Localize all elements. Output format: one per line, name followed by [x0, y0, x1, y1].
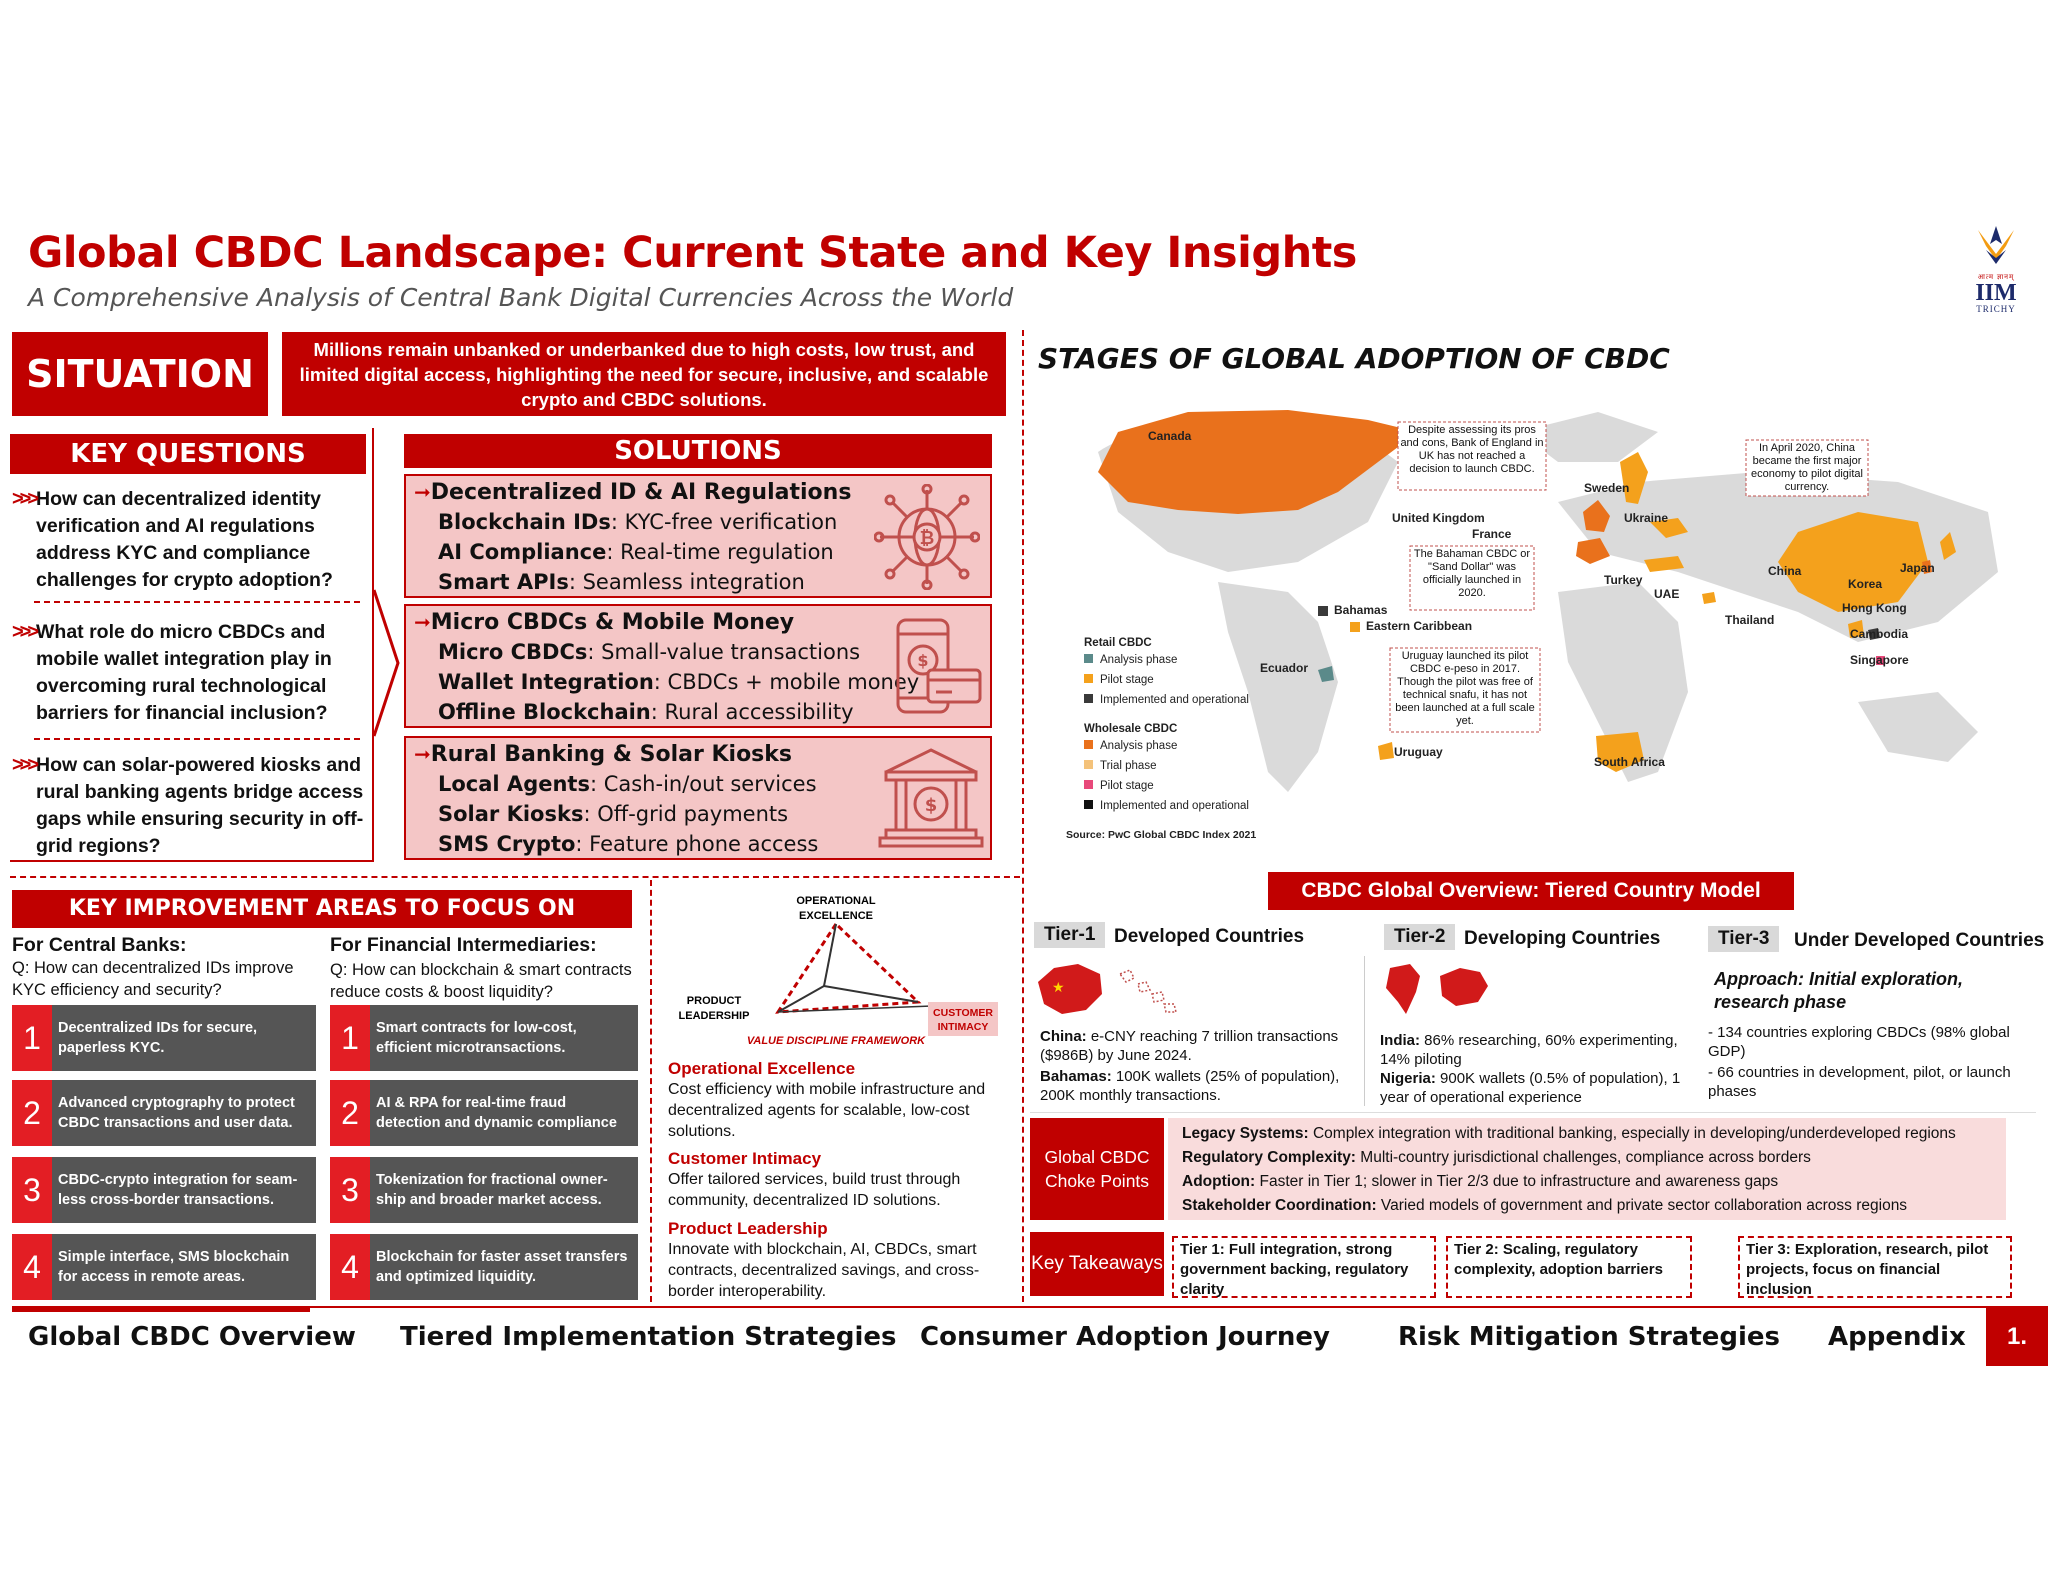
solution-term: Local Agents	[438, 772, 590, 796]
mobile-wallet-icon	[886, 614, 986, 720]
central-bank-item-3	[12, 1157, 316, 1223]
solution-desc: : Feature phone access	[575, 832, 819, 856]
legend-item: Implemented and operational	[1100, 694, 1249, 706]
item-text: Decentralized IDs for secure, paperless KYC.	[52, 1005, 316, 1071]
country-stat: 86% researching, 60% experimenting, 14% piloting	[1380, 1032, 1678, 1068]
tier-1-tag: Tier-1	[1034, 922, 1105, 948]
page-title: Global CBDC Landscape: Current State and Key Insights	[28, 228, 1357, 278]
tier-3-tag: Tier-3	[1708, 926, 1779, 952]
label-korea: Korea	[1848, 577, 1883, 591]
legend-swatch	[1084, 800, 1093, 809]
legend-swatch	[1084, 760, 1093, 769]
choke-point-item	[1182, 1122, 1992, 1146]
vd-heading-3: Product Leadership	[668, 1219, 828, 1238]
svg-text:★: ★	[1052, 980, 1065, 996]
label-canada: Canada	[1148, 429, 1192, 443]
chevron-right-icon: >>>	[12, 621, 36, 643]
tier-3-approach: Approach: Initial exploration, research phase	[1714, 969, 1964, 1012]
central-bank-item-4	[12, 1234, 316, 1300]
svg-text:$: $	[917, 651, 929, 670]
key-question-3	[12, 752, 364, 860]
solution-group-3	[404, 736, 992, 860]
solution-term: Micro CBDCs	[438, 640, 588, 664]
country-stat: e-CNY reaching 7 trillion transactions ($986B) by June 2024.	[1040, 1028, 1339, 1064]
uae-region	[1702, 592, 1716, 604]
country-name: India:	[1380, 1032, 1420, 1049]
takeaway-tier-2: Tier 2: Scaling, regulatory complexity, adoption barriers	[1446, 1236, 1692, 1298]
label-ecuador: Ecuador	[1260, 661, 1309, 675]
vertex-left-label-2: LEADERSHIP	[678, 1010, 750, 1022]
key-questions-label: KEY QUESTIONS	[10, 434, 366, 474]
nav-global-cbdc-overview[interactable]: Global CBDC Overview	[28, 1322, 356, 1352]
key-question-2	[12, 619, 364, 727]
takeaway-tier-3: Tier 3: Exploration, research, pilot projects, focus on financial inclusion	[1738, 1236, 2012, 1298]
column-divider	[1022, 330, 1024, 1302]
situation-text: Millions remain unbanked or underbanked due to high costs, low trust, and limited digital access, highlighting the need for secure, inclusive, and scalable crypto and CBDC solutions.	[282, 332, 1006, 416]
nav-tiered-implementation[interactable]: Tiered Implementation Strategies	[400, 1322, 897, 1352]
choke-points-label: Global CBDC Choke Points	[1030, 1118, 1164, 1220]
legend-swatch	[1084, 740, 1093, 749]
divider	[34, 601, 360, 603]
legend-item: Trial phase	[1100, 760, 1157, 772]
tier-3-point-1: - 134 countries exploring CBDCs (98% global GDP)	[1708, 1024, 2010, 1060]
value-discipline-diagram	[662, 890, 1012, 1050]
legend-swatch	[1084, 674, 1093, 683]
item-number: 3	[12, 1157, 52, 1223]
vd-body-3: Innovate with blockchain, AI, CBDCs, smart contracts, decentralized savings, and cross-border interoperability.	[668, 1241, 980, 1300]
arrow-right-icon: ➞	[414, 480, 431, 504]
solution-desc: : Real-time regulation	[606, 540, 834, 564]
central-bank-item-1	[12, 1005, 316, 1071]
world-adoption-map	[1038, 392, 2028, 852]
legend-item: Pilot stage	[1100, 780, 1154, 792]
solution-term: Offline Blockchain	[438, 700, 651, 724]
country-stat: 900K wallets (0.5% of population), 1 year of operational experience	[1380, 1070, 1681, 1106]
tier-1-china	[1040, 1027, 1352, 1065]
central-banks-question: Q: How can decentralized IDs improve KYC efficiency and security?	[12, 959, 294, 999]
label-eastern-caribbean: Eastern Caribbean	[1366, 619, 1473, 633]
map-title: STAGES OF GLOBAL ADOPTION OF CBDC	[1038, 342, 1670, 375]
intermediary-item-4	[330, 1234, 638, 1300]
label-uk: United Kingdom	[1392, 511, 1485, 525]
key-question-1	[12, 486, 364, 594]
bank-building-icon	[876, 746, 986, 852]
solution-desc: : KYC-free verification	[610, 510, 838, 534]
choke-point-item	[1182, 1194, 1992, 1218]
takeaway-tier-1: Tier 1: Full integration, strong government backing, regulatory clarity	[1172, 1236, 1436, 1298]
intermediaries-question: Q: How can blockchain & smart contracts reduce costs & boost liquidity?	[330, 961, 632, 1001]
item-number: 4	[330, 1234, 370, 1300]
central-banks-heading: For Central Banks:	[12, 934, 187, 956]
label-thailand: Thailand	[1725, 613, 1775, 627]
solution-group-1	[404, 474, 992, 598]
svg-text:$: $	[924, 795, 938, 816]
item-text: Tokenization for fractional owner-ship and broader market access.	[370, 1157, 638, 1223]
intermediary-item-3	[330, 1157, 638, 1223]
callout-uk: Despite assessing its pros and cons, Bank of England in UK has not reached a decision to launch CBDC.	[1400, 424, 1544, 475]
choke-point-term: Regulatory Complexity:	[1182, 1149, 1356, 1166]
choke-point-item	[1182, 1146, 1992, 1170]
globe-bitcoin-network-icon	[874, 484, 980, 590]
active-nav-indicator	[12, 1306, 310, 1312]
intermediaries-heading: For Financial Intermediaries:	[330, 934, 597, 956]
tier-model-label: CBDC Global Overview: Tiered Country Model	[1268, 872, 1794, 910]
solution-term: Solar Kiosks	[438, 802, 584, 826]
legend-swatch	[1084, 654, 1093, 663]
label-south-africa: South Africa	[1594, 755, 1665, 769]
country-name: Bahamas:	[1040, 1068, 1112, 1085]
choke-point-desc: Varied models of government and private sector collaboration across regions	[1376, 1197, 1908, 1214]
arrow-right-icon: ➞	[414, 610, 431, 634]
nav-consumer-adoption[interactable]: Consumer Adoption Journey	[920, 1322, 1330, 1352]
improvement-label: KEY IMPROVEMENT AREAS TO FOCUS ON	[12, 890, 632, 928]
legend-item: Analysis phase	[1100, 654, 1178, 666]
callout-uruguay: Uruguay launched its pilot CBDC e-peso in 2017. Though the pilot was free of technical snafu, it has not been launched at a full scale yet.	[1395, 650, 1535, 727]
svg-text:₿: ₿	[919, 528, 935, 549]
solutions-label: SOLUTIONS	[404, 434, 992, 468]
solution-term: Wallet Integration	[438, 670, 654, 694]
situation-label: SITUATION	[12, 332, 268, 416]
tier-3-name: Under Developed Countries	[1794, 930, 2045, 951]
tier-1-bahamas	[1040, 1067, 1352, 1105]
item-number: 2	[330, 1080, 370, 1146]
choke-point-term: Legacy Systems:	[1182, 1125, 1309, 1142]
item-text: Blockchain for faster asset transfers and optimized liquidity.	[370, 1234, 638, 1300]
label-turkey: Turkey	[1604, 573, 1643, 587]
label-ukraine: Ukraine	[1624, 511, 1669, 525]
tier-2-name: Developing Countries	[1464, 928, 1661, 949]
solution-desc: : Rural accessibility	[650, 700, 854, 724]
section-divider	[1030, 1112, 2036, 1113]
solution-term: AI Compliance	[438, 540, 607, 564]
tier-2-tag: Tier-2	[1384, 924, 1455, 950]
legend-swatch	[1084, 780, 1093, 789]
solution-desc: : Seamless integration	[568, 570, 805, 594]
label-china: China	[1768, 564, 1802, 578]
intermediary-item-1	[330, 1005, 638, 1071]
china-bahamas-map-icon	[1034, 960, 1184, 1022]
item-text: Advanced cryptography to protect CBDC transactions and user data.	[52, 1080, 316, 1146]
bracket-arrow-icon	[372, 588, 406, 738]
chevron-right-icon: >>>	[12, 488, 36, 510]
solution-desc: : CBDCs + mobile money	[653, 670, 920, 694]
vd-body-1: Cost efficiency with mobile infrastructure and decentralized agents for scalable, low-cost solutions.	[668, 1081, 986, 1140]
country-name: China:	[1040, 1028, 1087, 1045]
framework-label: VALUE DISCIPLINE FRAMEWORK	[746, 1035, 926, 1047]
item-text: Smart contracts for low-cost, efficient microtransactions.	[370, 1005, 638, 1071]
vertex-left-label-1: PRODUCT	[686, 995, 742, 1007]
nav-divider	[12, 1306, 2048, 1308]
logo-motto: आत्म ज्ञानम्	[1977, 273, 2015, 281]
column-divider	[650, 880, 652, 1302]
logo-text: IIM	[1975, 280, 2017, 306]
choke-point-desc: Faster in Tier 1; slower in Tier 2/3 due to infrastructure and awareness gaps	[1255, 1173, 1779, 1190]
legend-wholesale-title: Wholesale CBDC	[1084, 723, 1178, 735]
choke-point-item	[1182, 1170, 1992, 1194]
item-text: Simple interface, SMS blockchain for access in remote areas.	[52, 1234, 316, 1300]
key-question-1-text: How can decentralized identity verification and AI regulations address KYC and compliance challenges for crypto adoption?	[36, 488, 333, 591]
label-bahamas: Bahamas	[1334, 603, 1388, 617]
vertex-right-label-2: INTIMACY	[937, 1021, 989, 1033]
uruguay-region	[1378, 742, 1394, 760]
legend-item: Implemented and operational	[1100, 800, 1249, 812]
label-singapore: Singapore	[1850, 653, 1909, 667]
country-stat: 100K wallets (25% of population), 200K monthly transactions.	[1040, 1068, 1340, 1104]
solution-group-2-title: Micro CBDCs & Mobile Money	[430, 610, 795, 635]
choke-points-list	[1168, 1118, 2006, 1220]
page-number: 1.	[1986, 1308, 2048, 1366]
key-question-3-text: How can solar-powered kiosks and rural banking agents bridge access gaps while ensuring security in off-grid regions?	[36, 754, 364, 857]
key-question-2-text: What role do micro CBDCs and mobile wallet integration play in overcoming rural technological barriers for financial inclusion?	[36, 621, 332, 724]
section-divider	[10, 876, 1020, 878]
choke-point-term: Adoption:	[1182, 1173, 1256, 1190]
tier-divider	[1364, 956, 1365, 1106]
nav-appendix[interactable]: Appendix	[1828, 1322, 1966, 1352]
choke-point-term: Stakeholder Coordination:	[1182, 1197, 1377, 1214]
country-name: Nigeria:	[1380, 1070, 1436, 1087]
solution-desc: : Off-grid payments	[583, 802, 789, 826]
vd-heading-2: Customer Intimacy	[668, 1149, 822, 1168]
item-text: AI & RPA for real-time fraud detection and dynamic compliance	[370, 1080, 638, 1146]
vd-body-2: Offer tailored services, build trust through community, decentralized ID solutions.	[668, 1171, 961, 1209]
vertex-right-label-1: CUSTOMER	[933, 1007, 993, 1019]
label-france: France	[1472, 527, 1512, 541]
chevron-right-icon: >>>	[12, 754, 36, 776]
legend-item: Analysis phase	[1100, 740, 1178, 752]
solution-desc: : Small-value transactions	[587, 640, 861, 664]
solution-term: Blockchain IDs	[438, 510, 611, 534]
solution-group-3-title: Rural Banking & Solar Kiosks	[430, 742, 793, 767]
label-uruguay: Uruguay	[1394, 745, 1443, 759]
solution-term: SMS Crypto	[438, 832, 576, 856]
solution-term: Smart APIs	[438, 570, 569, 594]
vd-heading-1: Operational Excellence	[668, 1059, 856, 1078]
item-number: 3	[330, 1157, 370, 1223]
solution-group-2	[404, 604, 992, 728]
vertex-top-label-2: EXCELLENCE	[799, 910, 873, 922]
legend-item: Pilot stage	[1100, 674, 1154, 686]
callout-china: In April 2020, China became the first major economy to pilot digital currency.	[1751, 442, 1863, 493]
eastern-caribbean-marker	[1350, 622, 1360, 632]
iim-trichy-logo	[1960, 224, 2032, 320]
logo-emblem-icon	[1972, 224, 2020, 268]
item-text: CBDC-crypto integration for seam-less cross-border transactions.	[52, 1157, 316, 1223]
map-source: Source: PwC Global CBDC Index 2021	[1066, 829, 1257, 841]
choke-point-desc: Multi-country jurisdictional challenges, compliance across borders	[1355, 1149, 1811, 1166]
intermediary-item-2	[330, 1080, 638, 1146]
legend-retail-title: Retail CBDC	[1084, 637, 1152, 649]
label-japan: Japan	[1900, 561, 1935, 575]
vertex-top-label-1: OPERATIONAL	[796, 895, 876, 907]
tier-3-point-2: - 66 countries in development, pilot, or launch phases	[1708, 1064, 2011, 1100]
central-bank-item-2	[12, 1080, 316, 1146]
label-hong-kong: Hong Kong	[1842, 601, 1907, 615]
logo-subtext: TRICHY	[1976, 304, 2016, 314]
tier-1-name: Developed Countries	[1114, 926, 1305, 947]
item-number: 4	[12, 1234, 52, 1300]
choke-point-desc: Complex integration with traditional banking, especially in developing/underdeveloped regions	[1308, 1125, 1956, 1142]
callout-bahamas: The Bahaman CBDC or "Sand Dollar" was officially launched in 2020.	[1413, 548, 1531, 599]
bahamas-marker	[1318, 606, 1328, 616]
solution-desc: : Cash-in/out services	[589, 772, 817, 796]
solution-group-1-title: Decentralized ID & AI Regulations	[430, 480, 852, 505]
label-cambodia: Cambodia	[1850, 627, 1909, 641]
arrow-right-icon: ➞	[414, 742, 431, 766]
tier-2-nigeria	[1380, 1069, 1690, 1107]
tier-2-india	[1380, 1031, 1690, 1069]
divider	[34, 738, 360, 740]
label-sweden: Sweden	[1584, 481, 1630, 495]
item-number: 2	[12, 1080, 52, 1146]
key-takeaways-label: Key Takeaways	[1030, 1232, 1164, 1296]
legend-swatch	[1084, 694, 1093, 703]
item-number: 1	[12, 1005, 52, 1071]
nav-risk-mitigation[interactable]: Risk Mitigation Strategies	[1398, 1322, 1781, 1352]
item-number: 1	[330, 1005, 370, 1071]
label-uae: UAE	[1654, 587, 1680, 601]
page-subtitle: A Comprehensive Analysis of Central Bank Digital Currencies Across the World	[28, 283, 1014, 312]
india-nigeria-map-icon	[1380, 962, 1500, 1024]
